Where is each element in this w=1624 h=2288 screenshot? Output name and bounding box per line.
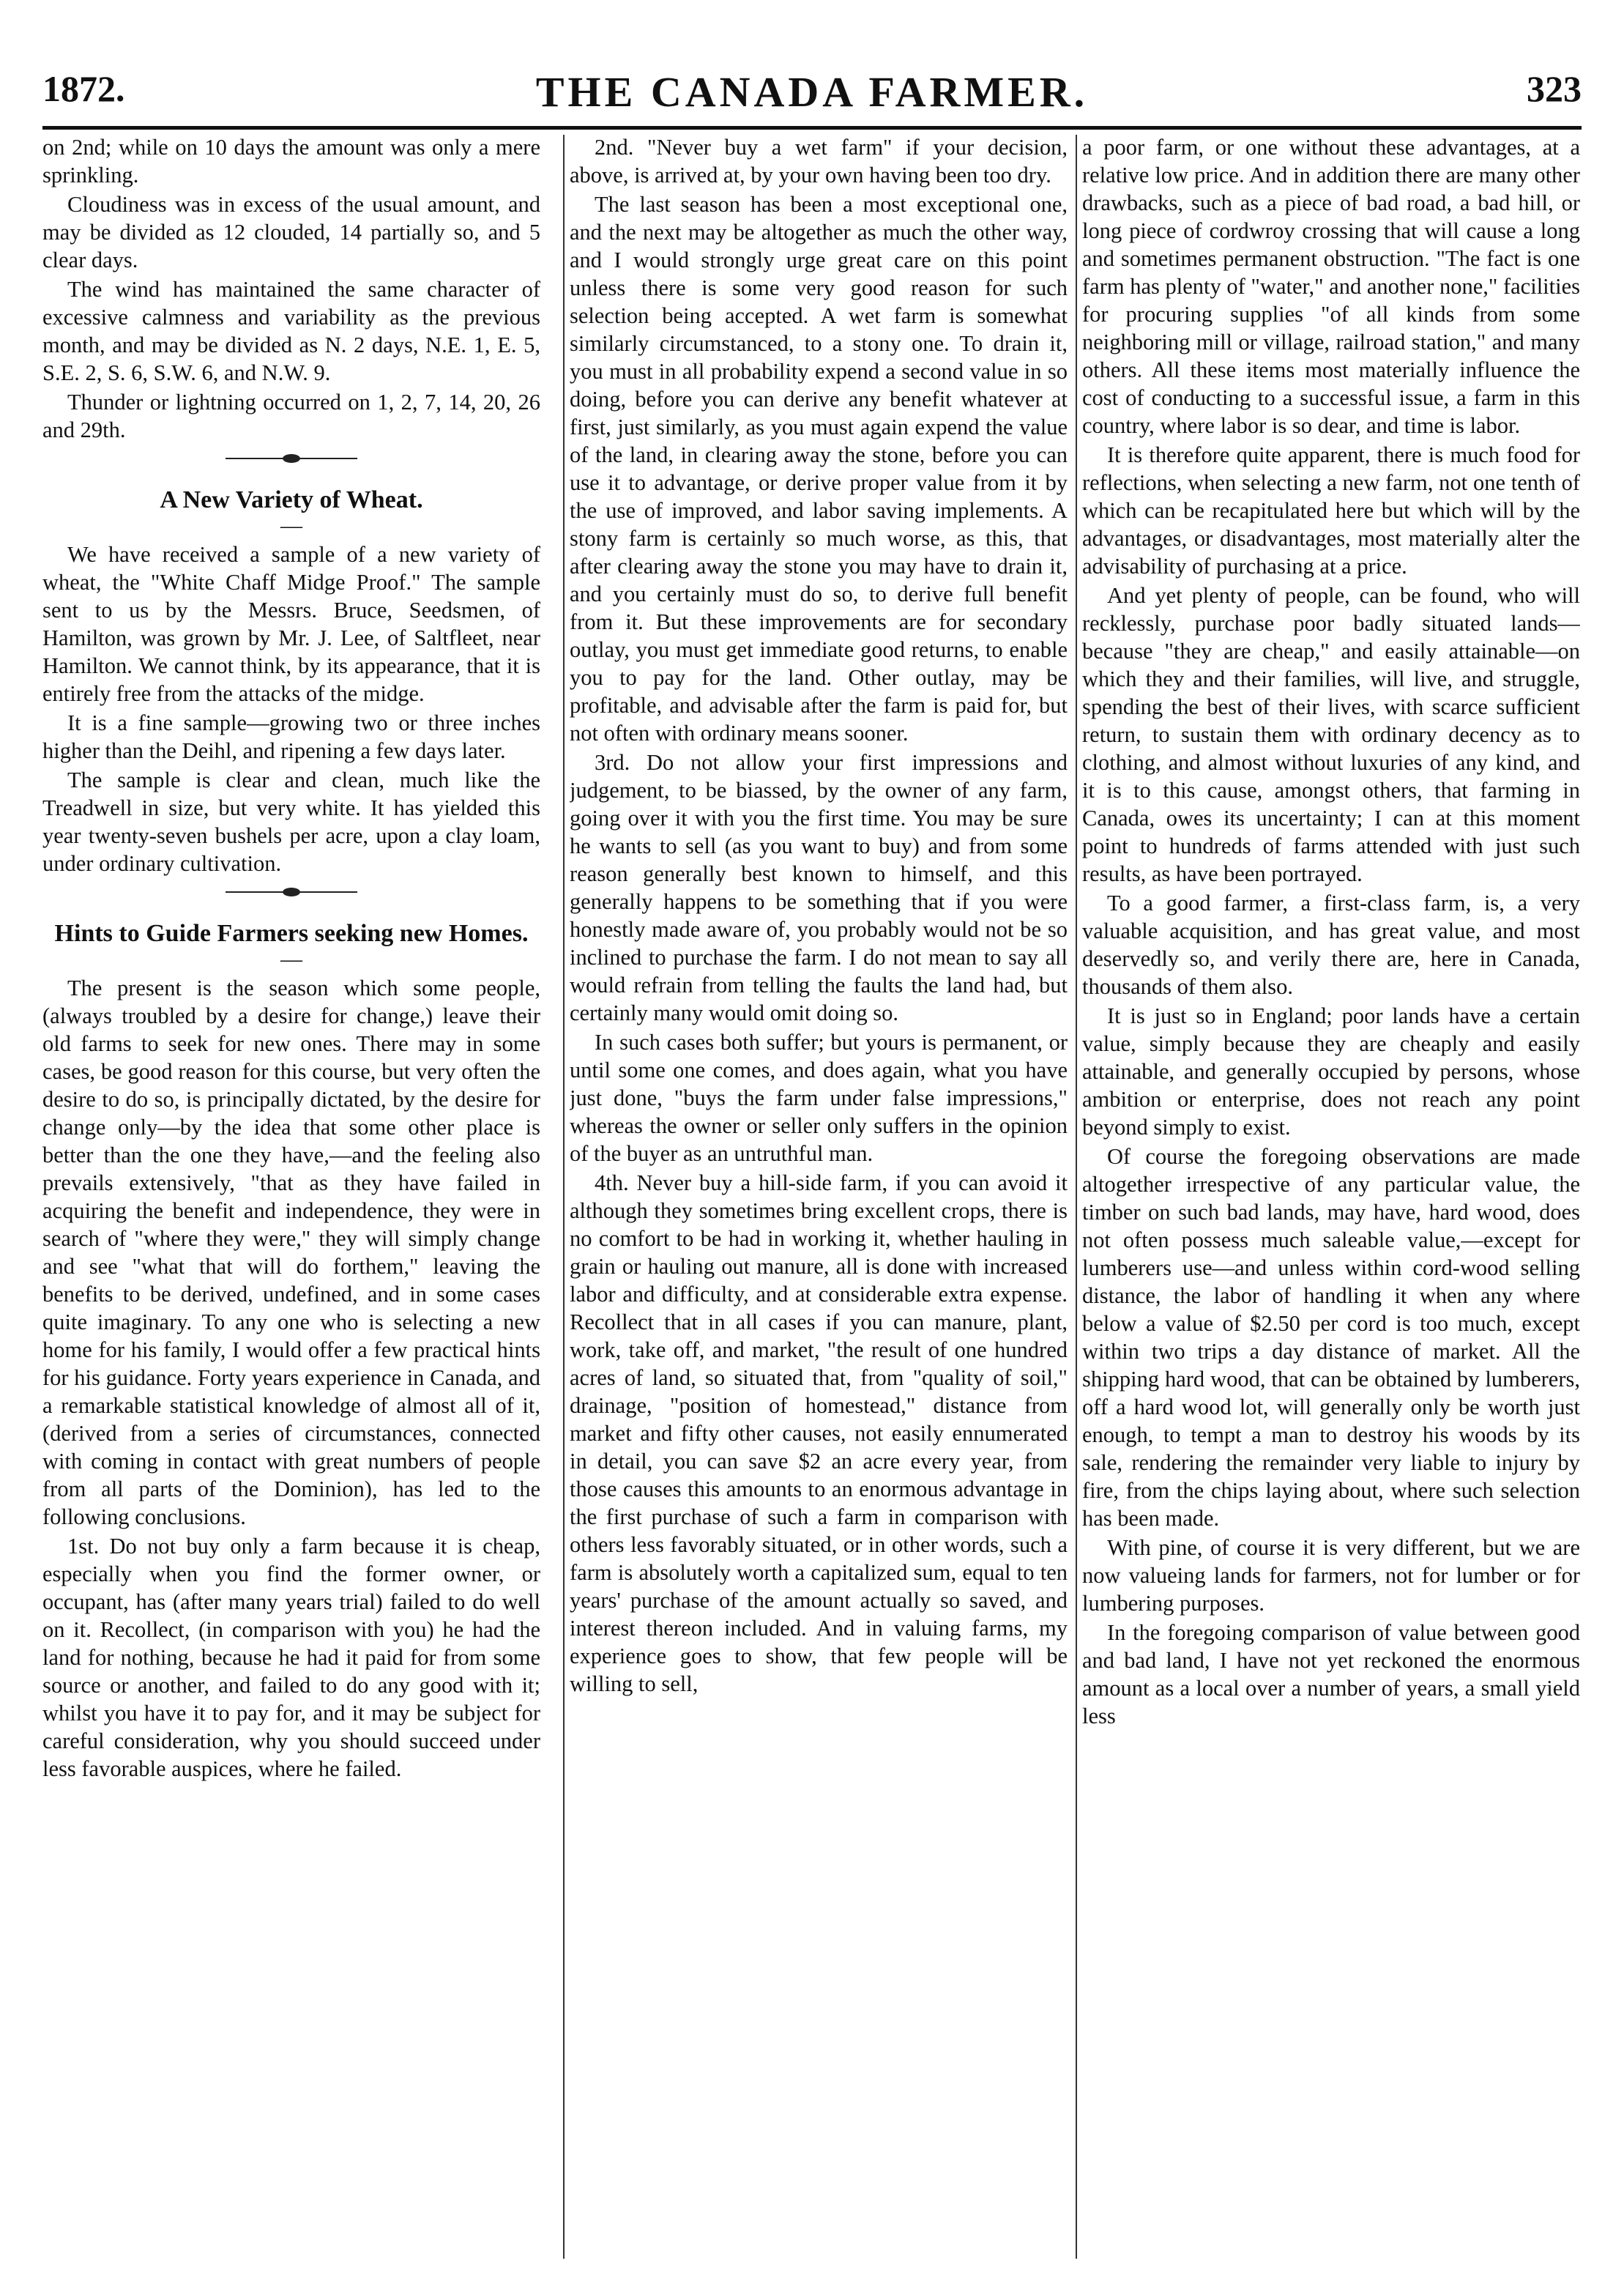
paragraph: The present is the season which some people, (always troubled by a desire for change,) leave their old farms to seek for new ones. There may in some cases, be good reason for this course, but very often the desire to do so, is principally dictated, by the desire for change only—by the idea that some other place is better than the one they have,—and the feeling also prevails extensively, "that as they have failed in acquiring the benefit and independence, they were in search of "where they were," they will simply change and see "what that will do forthem," leaving the benefits to be derived, undefined, and in some cases quite imaginary. To any one who is selecting a new home for his family, I would offer a few practical hints for his guidance. Forty years experience in Canada, and a remarkable statistical knowledge of almost all of it, (derived from a series of circumstances, connected with coming in contact with great numbers of people from all parts of the Dominion), has led to the following conclusions. — [42, 976, 540, 1529]
column-1 — [42, 133, 540, 2257]
paragraph: We have received a sample of a new variety of wheat, the "White Chaff Midge Proof." The sample sent to us by the Messrs. Bruce, Seedsmen, of Hamilton, was grown by Mr. J. Lee, of Saltfleet, near Hamilton. We cannot think, by its appearance, that it is entirely free from the attacks of the midge. — [42, 542, 540, 706]
paragraph: The wind has maintained the same character of excessive calmness and variability as the previous month, and may be divided as N. 2 days, N.E. 1, E. 5, S.E. 2, S. 6, S.W. 6, and N.W. 9. — [42, 277, 540, 385]
paragraph: 3rd. Do not allow your first impressions and judgement, to be biassed, by the owner of any farm, going over it with you the first time. You may be sure he wants to sell (as you want to buy) and from some reason generally best known to himself, and this generally happens to be something that if you were honestly made aware of, you probably would not be so inclined to purchase the farm. I do not mean to say all would refrain from telling the faults the land had, but certainly many would omit doing so. — [570, 750, 1068, 1025]
paragraph: To a good farmer, a first-class farm, is, a very valuable acquisition, and has great value, and most deservedly so, and verily there are, here in Canada, thousands of them also. — [1082, 891, 1580, 999]
column-divider — [563, 135, 565, 2259]
paragraph: 2nd. "Never buy a wet farm" if your decision, above, is arrived at, by your own having been too dry. — [570, 135, 1068, 187]
paragraph: In such cases both suffer; but yours is permanent, or until some one comes, and does again, what you have just done, "buys the farm under false impressions," whereas the owner or seller only suffers in the opinion of the buyer as an untruthful man. — [570, 1030, 1068, 1166]
masthead — [42, 67, 1582, 122]
masthead-year: 1872. — [42, 68, 125, 109]
paragraph: It is a fine sample—growing two or three inches higher than the Deihl, and ripening a few days later. — [42, 710, 540, 763]
page-number: 323 — [1527, 68, 1582, 109]
masthead-title: THE CANADA FARMER. — [535, 68, 1089, 116]
paragraph: on 2nd; while on 10 days the amount was only a mere sprinkling. — [42, 135, 540, 187]
paragraph: a poor farm, or one without these advantages, at a relative low price. And in addition there are many other drawbacks, such as a piece of bad road, a bad hill, or long piece of cordwroy crossing that will cause a long and sometimes permanent obstruction. "The fact is one farm has plenty of "water," and another none," facilities for procuring supplies "of all kinds from some neighboring mill or village, railroad station," and many others. All these items most materially influence the cost of conducting to a successful issue, a farm in this country, where labor is so dear, and time is labor. — [1082, 135, 1580, 438]
article-heading: Hints to Guide Farmers seeking new Homes. — [54, 920, 529, 947]
column-2 — [570, 133, 1068, 2257]
paragraph: Of course the foregoing observations are made altogether irrespective of any particular value, the timber on such bad lands, may have, hard wood, does not often possess much saleable value,—except for lumberers use—and unless within cord-wood selling distance, the labor of handling it when any where below a value of $2.50 per cord is too much, except within two trips a day distance of market. All the shipping hard wood, that can be obtained by lumberers, off a hard wood lot, will generally only be worth just enough, to tempt a man to destroy his woods by its sale, rendering the remainder very liable to injury by fire, from the chips laying about, where such selection has been made. — [1082, 1144, 1580, 1531]
paragraph: Cloudiness was in excess of the usual amount, and may be divided as 12 clouded, 14 partially so, and 5 clear days. — [42, 192, 540, 272]
paragraph: In the foregoing comparison of value between good and bad land, I have not yet reckoned the enormous amount as a local over a number of years, a small yield less — [1082, 1620, 1580, 1728]
paragraph: It is therefore quite apparent, there is much food for reflections, when selecting a new farm, not one tenth of which can be recapitulated here but which will by the advantages, or disadvantages, most materially alter the advisability of purchasing at a price. — [1082, 442, 1580, 579]
paragraph: Thunder or lightning occurred on 1, 2, 7, 14, 20, 26 and 29th. — [42, 390, 540, 442]
paragraph: 4th. Never buy a hill-side farm, if you can avoid it although they sometimes bring excellent crops, there is no comfort to be had in working it, whether hauling in grain or hauling out manure, all is done with increased labor and difficulty, and at considerable extra expense. Recollect that in all cases if you can manure, plant, work, take off, and market, "the result of one hundred acres of land, so situated that, from "quality of soil," drainage, "position of homestead," distance from market and fifty other causes, not easily ennumerated in detail, you can save $2 an acre every year, from those causes this amounts to an enormous advantage in the first purchase of such a farm in comparison with others less favorably situated, or in other words, such a farm is absolutely worth a capitalized sum, equal to ten years' purchase of the amount actually so saved, and interest thereon included. And in valuing farms, my experience goes to show, that few people will be willing to sell, — [570, 1170, 1068, 1696]
paragraph: The last season has been a most exceptional one, and the next may be altogether as much the other way, and I would strongly urge great care on this point unless there is some very good reason for such selection being accepted. A wet farm is somewhat similarly circumstanced, to a stony one. To drain it, you must in all probability expend a second value in so doing, before you can derive any benefit whatever at first, just similarly, as you must again expend the value of the land, in clearing away the stone, before you can use it to advantage, or derive proper value from it by the use of improved, and labor saving implements. A stony farm is certainly so much worse, as this, that after clearing away the stone you may have to drain it, and you certainly must do so, to derive full benefit from it. But these improvements are for secondary outlay, you must get immediate good returns, to enable you to pay for the land. Other outlay, may be profitable, and advisable after the farm is paid for, but not often with ordinary means sooner. — [570, 192, 1068, 746]
article-heading: A New Variety of Wheat. — [160, 486, 423, 513]
column-3 — [1082, 133, 1580, 2257]
section-ornament — [226, 454, 357, 463]
heading-dash: — — [280, 513, 302, 538]
section-ornament — [226, 888, 357, 896]
column-divider — [1076, 135, 1077, 2259]
paragraph: 1st. Do not buy only a farm because it is cheap, especially when you find the former owner, or occupant, has (after many years trial) failed to do well on it. Recollect, (in comparison with you) he had the land for nothing, because he had it paid for from some source or another, and failed to do any good with it; whilst you have it to pay for, and it may be subject for careful consideration, why you should succeed under less favorable auspices, where he failed. — [42, 1534, 540, 1781]
paragraph: It is just so in England; poor lands have a certain value, simply because they are cheaply and easily attainable, and generally occupied by persons, whose ambition or enterprise, does not reach any point beyond simply to exist. — [1082, 1003, 1580, 1140]
paragraph: And yet plenty of people, can be found, who will recklessly, purchase poor badly situated lands—because "they are cheap," and easily attainable—on which they and their families, will live, and struggle, spending the best of their lives, with scarce sufficient return, to sustain them with ordinary decency as to clothing, and almost without luxuries of any kind, and it is to this cause, amongst others, that farming in Canada, owes its uncertainty; I can at this moment point to hundreds of farms attended with just such results, as have been portrayed. — [1082, 583, 1580, 886]
masthead-rule — [42, 126, 1582, 130]
paragraph: With pine, of course it is very different, but we are now valueing lands for farmers, not for lumber or for lumbering purposes. — [1082, 1535, 1580, 1616]
paragraph: The sample is clear and clean, much like the Treadwell in size, but very white. It has yielded this year twenty-seven bushels per acre, upon a clay loam, under ordinary cultivation. — [42, 768, 540, 876]
heading-dash: — — [280, 947, 302, 971]
